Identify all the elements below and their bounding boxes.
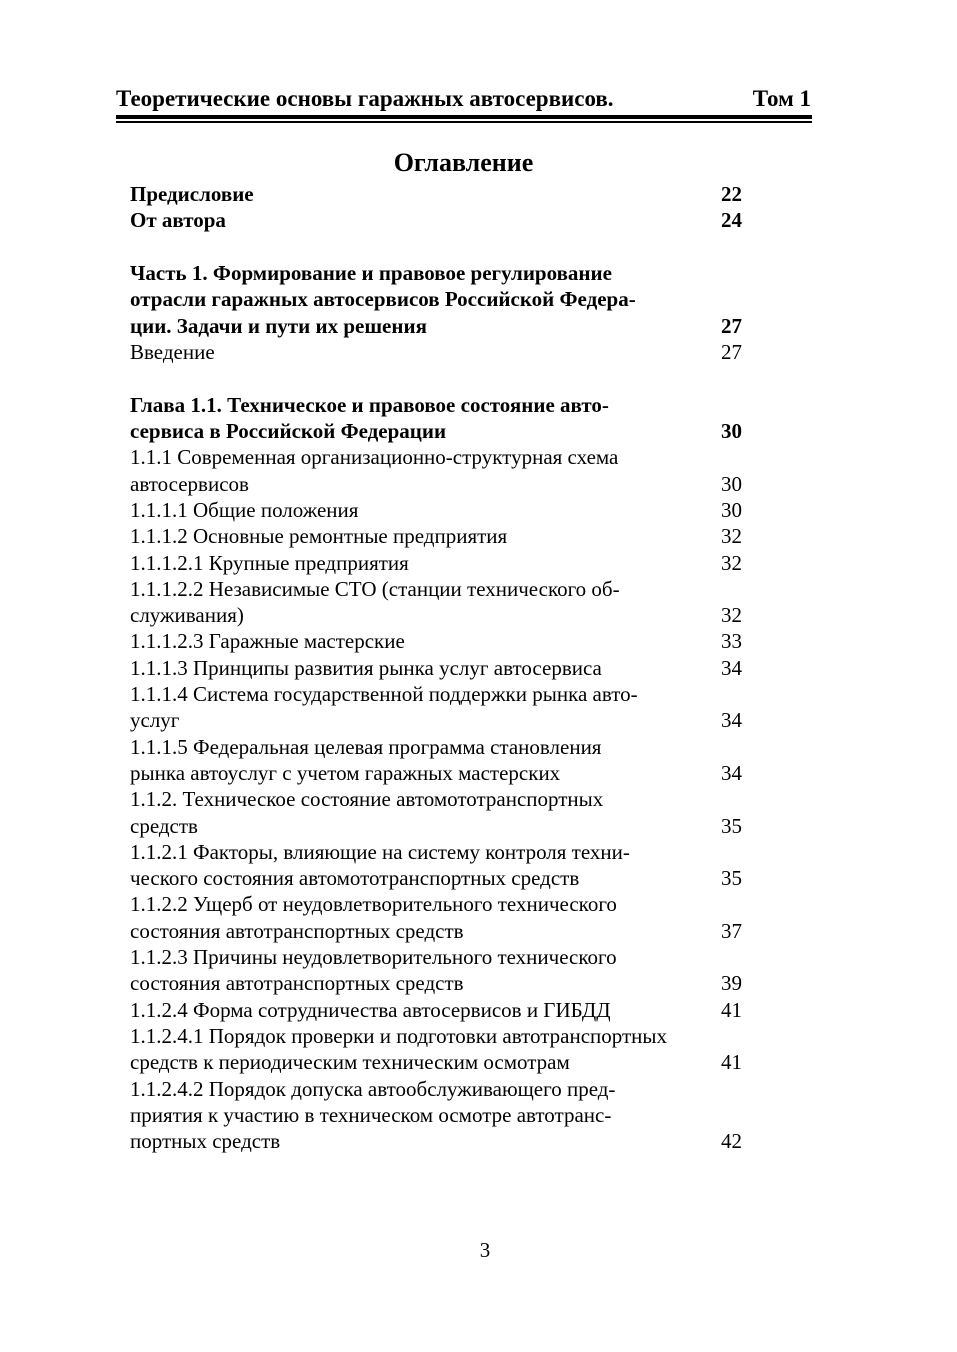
toc-entry-title	[130, 444, 700, 497]
toc-entry-line: ческого состояния автомототранспортных средств	[130, 866, 580, 891]
toc-title: Оглавление	[393, 148, 534, 177]
toc-entry-page: 39	[721, 971, 742, 996]
toc-entry-line: 1.1.2.4.2 Порядок допуска автообслуживающего пред-	[130, 1076, 616, 1101]
toc-entry-page: 34	[721, 708, 742, 733]
header-title: Теоретические основы гаражных автосервисов.	[116, 86, 614, 111]
toc-entry-line: служивания)	[130, 603, 244, 628]
toc-entry-page: 32	[721, 524, 742, 549]
header-rule-thick	[116, 115, 812, 119]
toc-entry-line: Введение	[130, 339, 215, 364]
toc-entry-line: средств	[130, 813, 198, 838]
toc-entry	[130, 734, 742, 787]
toc-entry	[130, 997, 742, 1023]
header-rule-thin	[116, 121, 812, 123]
toc-entry	[130, 1076, 742, 1155]
toc-entry-line: От автора	[130, 208, 226, 233]
toc-entry-page: 30	[721, 419, 742, 444]
toc-entry-line: 1.1.1.5 Федеральная целевая программа становления	[130, 734, 602, 759]
running-header	[116, 86, 811, 112]
toc-entry-page: 34	[721, 760, 742, 785]
toc-entry	[130, 207, 742, 233]
toc-entry-page: 32	[721, 550, 742, 575]
toc-entry	[130, 681, 742, 734]
toc-entry-line: состояния автотранспортных средств	[130, 918, 464, 943]
toc-entry-title	[130, 497, 700, 523]
toc-entry-line: 1.1.2.1 Факторы, влияющие на систему контроля техни-	[130, 839, 630, 864]
toc-entry	[130, 260, 742, 339]
toc-entry	[130, 576, 742, 629]
toc-entry-page: 42	[721, 1129, 742, 1154]
toc-entry	[130, 839, 742, 892]
toc-entry-page: 30	[721, 471, 742, 496]
toc-entry-line: 1.1.1.1 Общие положения	[130, 497, 359, 522]
toc-entry-line: 1.1.2.4 Форма сотрудничества автосервисов и ГИБДД	[130, 997, 611, 1022]
toc-entry-page: 41	[721, 997, 742, 1022]
toc-entry	[130, 655, 742, 681]
toc-entry	[130, 550, 742, 576]
header-volume: Том 1	[752, 86, 811, 111]
toc-entry-line: 1.1.2. Техническое состояние автомототранспортных	[130, 787, 604, 812]
toc-entry-title	[130, 576, 700, 629]
toc-entry-title	[130, 1076, 700, 1155]
toc-entry	[130, 944, 742, 997]
toc-entry-title	[130, 786, 700, 839]
toc-entry-line: Предисловие	[130, 182, 254, 206]
toc-entry-title	[130, 392, 700, 445]
toc-entry-line: 1.1.1.3 Принципы развития рынка услуг автосервиса	[130, 655, 602, 680]
toc-entry-page: 27	[721, 313, 742, 338]
toc-entry	[130, 628, 742, 654]
toc-entry-line: Часть 1. Формирование и правовое регулирование	[130, 261, 612, 286]
toc-entry-title	[130, 655, 700, 681]
toc-entry-page: 37	[721, 918, 742, 943]
toc-entry-page: 27	[721, 339, 742, 364]
toc-entry	[130, 891, 742, 944]
toc-entry-title	[130, 734, 700, 787]
toc-entry-line: ции. Задачи и пути их решения	[130, 313, 427, 338]
table-of-contents	[130, 181, 742, 1154]
toc-entry-line: портных средств	[130, 1129, 281, 1154]
toc-entry-title	[130, 523, 700, 549]
toc-entry-page: 33	[721, 629, 742, 654]
toc-entry	[130, 181, 742, 207]
toc-entry-page: 24	[721, 208, 742, 233]
toc-entry-page: 30	[721, 497, 742, 522]
toc-entry	[130, 523, 742, 549]
toc-entry-line: рынка автоуслуг с учетом гаражных мастерских	[130, 760, 561, 785]
toc-entry-line: 1.1.2.4.1 Порядок проверки и подготовки автотранспортных	[130, 1023, 668, 1048]
toc-entry-line: 1.1.1.2.1 Крупные предприятия	[130, 550, 409, 575]
page-number: 3	[479, 1238, 491, 1262]
toc-entry-title	[130, 839, 700, 892]
toc-entry-page: 22	[721, 182, 742, 206]
toc-entry-line: средств к периодическим техническим осмотрам	[130, 1050, 570, 1075]
toc-entry	[130, 1023, 742, 1076]
toc-entry-page: 35	[721, 866, 742, 891]
toc-entry-line: автосервисов	[130, 471, 249, 496]
toc-entry-title	[130, 207, 700, 233]
toc-entry	[130, 786, 742, 839]
toc-entry-line: 1.1.1.4 Система государственной поддержки рынка авто-	[130, 682, 638, 707]
toc-entry-line: отрасли гаражных автосервисов Российской Федера-	[130, 287, 636, 312]
toc-entry	[130, 444, 742, 497]
toc-entry-line: 1.1.1 Современная организационно-структурная схема	[130, 445, 619, 470]
toc-entry-page: 41	[721, 1050, 742, 1075]
toc-entry-line: услуг	[130, 708, 180, 733]
toc-entry	[130, 497, 742, 523]
toc-entry-title	[130, 339, 700, 365]
toc-entry-title	[130, 181, 700, 207]
toc-entry-title	[130, 550, 700, 576]
toc-entry-line: 1.1.1.2.3 Гаражные мастерские	[130, 629, 405, 654]
toc-entry-line: 1.1.1.2 Основные ремонтные предприятия	[130, 524, 508, 549]
toc-entry-line: Глава 1.1. Техническое и правовое состояние авто-	[130, 392, 609, 417]
toc-entry-page: 35	[721, 813, 742, 838]
toc-entry-line: 1.1.1.2.2 Независимые СТО (станции технического об-	[130, 576, 620, 601]
toc-entry-title	[130, 997, 700, 1023]
toc-entry	[130, 339, 742, 365]
toc-entry-page: 34	[721, 655, 742, 680]
toc-entry-line: приятия к участию в техническом осмотре автотранс-	[130, 1102, 612, 1127]
toc-entry-line: 1.1.2.2 Ущерб от неудовлетворительного технического	[130, 892, 617, 917]
toc-entry-title	[130, 891, 700, 944]
toc-entry-page: 32	[721, 603, 742, 628]
toc-entry-title	[130, 1023, 700, 1076]
toc-entry-title	[130, 681, 700, 734]
toc-entry	[130, 392, 742, 445]
toc-entry-line: сервиса в Российской Федерации	[130, 419, 447, 444]
toc-entry-title	[130, 260, 700, 339]
toc-entry-line: состояния автотранспортных средств	[130, 971, 464, 996]
toc-entry-title	[130, 944, 700, 997]
toc-entry-line: 1.1.2.3 Причины неудовлетворительного технического	[130, 945, 617, 970]
toc-entry-title	[130, 628, 700, 654]
